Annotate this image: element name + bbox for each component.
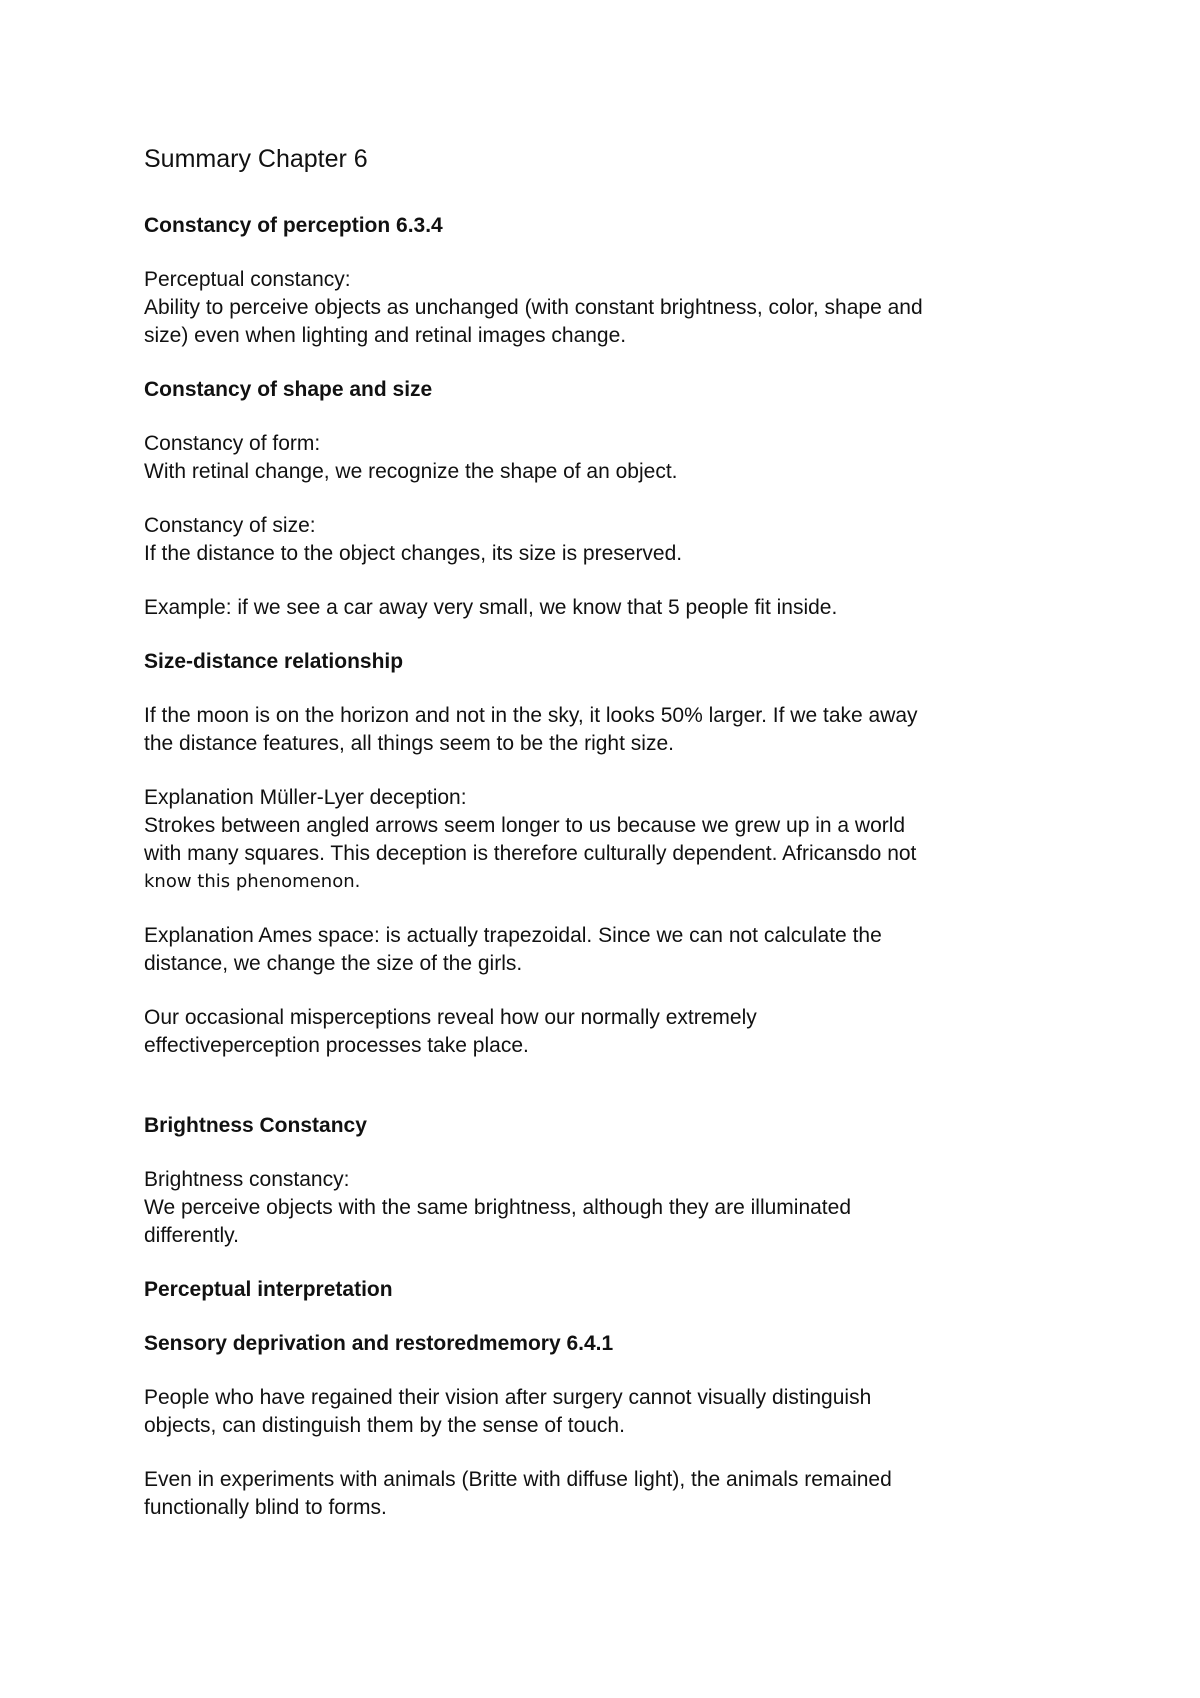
paragraph-line: differently.	[144, 1224, 239, 1247]
paragraph-line: Constancy of size:	[144, 514, 316, 537]
section-heading-shape-and-size: Constancy of shape and size	[144, 378, 433, 401]
spacer	[144, 404, 1074, 430]
paragraph-line: Constancy of form:	[144, 432, 321, 455]
paragraph-line: distance, we change the size of the girls.	[144, 952, 523, 975]
paragraph-line: Example: if we see a car away very small, we know that 5 people fit inside.	[144, 596, 838, 619]
paragraph-line: People who have regained their vision after surgery cannot visually distinguish	[144, 1386, 872, 1409]
paragraph-line: Perceptual constancy:	[144, 268, 351, 291]
paragraph-line: size) even when lighting and retinal images change.	[144, 324, 627, 347]
paragraph-line: Ability to perceive objects as unchanged (with constant brightness, color, shape and	[144, 296, 923, 319]
paragraph-line: Even in experiments with animals (Britte with diffuse light), the animals remained	[144, 1468, 892, 1491]
section-heading-perceptual-interpretation: Perceptual interpretation	[144, 1278, 393, 1301]
spacer	[144, 240, 1074, 266]
spacer	[144, 1060, 1074, 1112]
paragraph-line: If the moon is on the horizon and not in the sky, it looks 50% larger. If we take away	[144, 704, 918, 727]
spacer	[144, 178, 1074, 212]
section-heading-size-distance: Size-distance relationship	[144, 650, 404, 673]
spacer	[144, 758, 1074, 784]
spacer	[144, 1250, 1074, 1276]
paragraph-line: functionally blind to forms.	[144, 1496, 387, 1519]
paragraph-line: Brightness constancy:	[144, 1168, 350, 1191]
paragraph-line: Our occasional misperceptions reveal how our normally extremely	[144, 1006, 757, 1029]
spacer	[144, 1440, 1074, 1466]
paragraph-line: We perceive objects with the same brightness, although they are illuminated	[144, 1196, 851, 1219]
section-heading-constancy-of-perception: Constancy of perception 6.3.4	[144, 214, 443, 237]
spacer	[144, 1140, 1074, 1166]
paragraph-line: the distance features, all things seem to be the right size.	[144, 732, 674, 755]
spacer	[144, 622, 1074, 648]
spacer	[144, 486, 1074, 512]
spacer	[144, 978, 1074, 1004]
paragraph-line: objects, can distinguish them by the sense of touch.	[144, 1414, 625, 1437]
spacer	[144, 568, 1074, 594]
paragraph-line: Strokes between angled arrows seem longer to us because we grew up in a world	[144, 814, 906, 837]
document-title: Summary Chapter 6	[144, 145, 368, 173]
paragraph-line: effectiveperception processes take place.	[144, 1034, 529, 1057]
paragraph-line: With retinal change, we recognize the shape of an object.	[144, 460, 678, 483]
paragraph-line: know this phenomenon.	[144, 871, 361, 892]
spacer	[144, 896, 1074, 922]
spacer	[144, 350, 1074, 376]
spacer	[144, 1358, 1074, 1384]
spacer	[144, 676, 1074, 702]
section-heading-brightness-constancy: Brightness Constancy	[144, 1114, 367, 1137]
paragraph-line: with many squares. This deception is therefore culturally dependent. Africansdo not	[144, 842, 917, 865]
paragraph-line: Explanation Ames space: is actually trapezoidal. Since we can not calculate the	[144, 924, 882, 947]
spacer	[144, 1304, 1074, 1330]
paragraph-line: Explanation Müller-Lyer deception:	[144, 786, 467, 809]
paragraph-line: If the distance to the object changes, its size is preserved.	[144, 542, 683, 565]
document-body	[144, 140, 1074, 1522]
section-heading-sensory-deprivation: Sensory deprivation and restoredmemory 6.4.1	[144, 1332, 614, 1355]
